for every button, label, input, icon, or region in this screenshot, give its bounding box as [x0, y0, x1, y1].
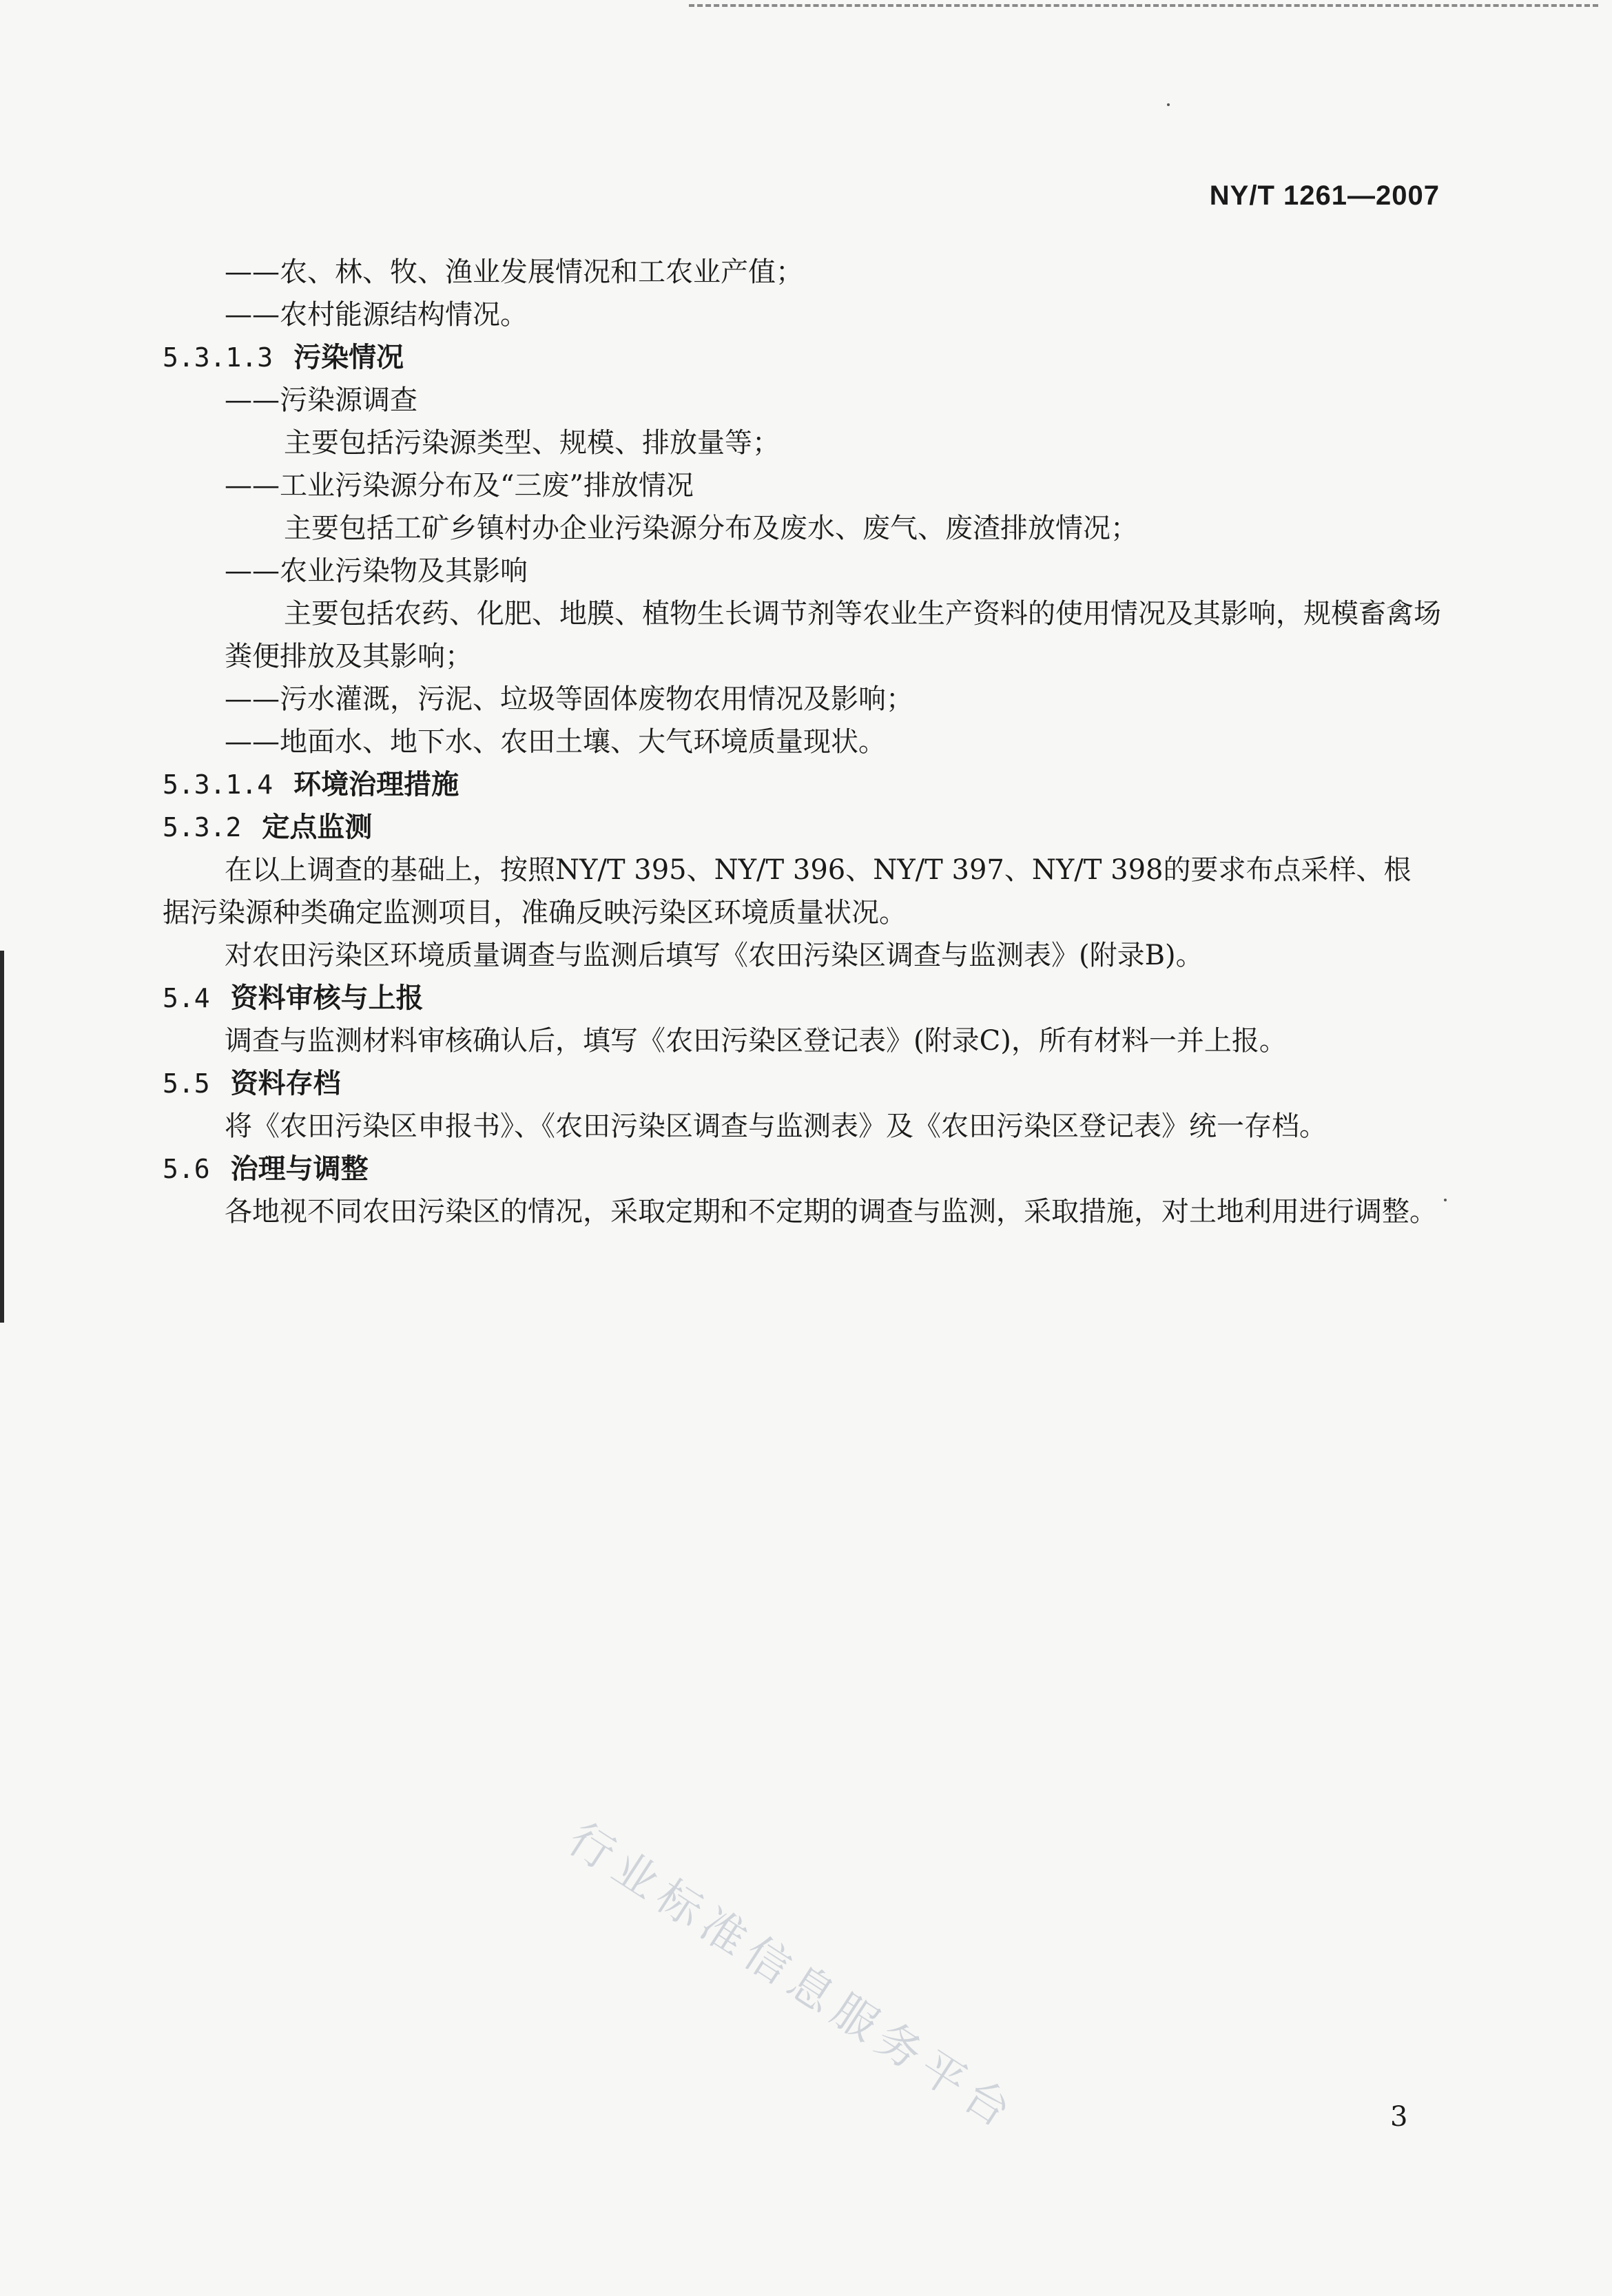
page-number: 3 [1390, 2101, 1408, 2133]
document-code: NY/T 1261—2007 [1209, 180, 1440, 211]
scan-left-edge [0, 951, 4, 1323]
section-heading [163, 977, 1444, 1020]
watermark: 行业标准信息服务平台 [559, 1813, 1026, 2142]
section-title: 定点监测 [262, 811, 373, 843]
paragraph: 各地视不同农田污染区的情况，采取定期和不定期的调查与监测，采取措施，对土地利用进行调整。 [225, 1196, 1437, 1228]
list-item: ——农、林、牧、渔业发展情况和工农业产值； [225, 256, 803, 288]
list-item-detail: 主要包括污染源类型、规模、排放量等； [284, 427, 780, 459]
list-item-detail-continued: 粪便排放及其影响； [225, 641, 473, 672]
section-number: 5.3.2 [163, 812, 242, 842]
paragraph: 在以上调查的基础上，按照NY/T 395、NY/T 396、NY/T 397、NY/T 398的要求布点采样、根 [225, 854, 1412, 886]
section-title: 资料存档 [230, 1068, 341, 1099]
section-heading [163, 1062, 1444, 1105]
paragraph-continued: 据污染源种类确定监测项目，准确反映污染区环境质量状况。 [163, 897, 907, 929]
paragraph: 调查与监测材料审核确认后，填写《农田污染区登记表》(附录C)，所有材料一并上报。 [225, 1025, 1287, 1057]
section-heading [163, 806, 1444, 849]
scan-speck [1167, 103, 1170, 106]
section-heading [163, 1148, 1444, 1190]
section-number: 5.5 [163, 1068, 210, 1099]
section-heading [163, 763, 1444, 806]
list-item: ——农村能源结构情况。 [225, 299, 528, 331]
list-item-detail: 主要包括农药、化肥、地膜、植物生长调节剂等农业生产资料的使用情况及其影响，规模畜禽场 [284, 598, 1441, 630]
list-item-detail: 主要包括工矿乡镇村办企业污染源分布及废水、废气、废渣排放情况； [284, 513, 1138, 544]
scan-speck [1444, 1199, 1447, 1201]
section-heading [163, 336, 1444, 379]
list-item: ——污染源调查 [225, 384, 417, 416]
section-number: 5.6 [163, 1154, 210, 1184]
list-item: ——地面水、地下水、农田土壤、大气环境质量现状。 [225, 726, 886, 758]
section-title: 治理与调整 [230, 1153, 369, 1185]
paragraph: 对农田污染区环境质量调查与监测后填写《农田污染区调查与监测表》(附录B)。 [225, 940, 1203, 971]
section-number: 5.3.1.4 [163, 769, 273, 800]
section-title: 资料审核与上报 [230, 982, 424, 1014]
section-title: 污染情况 [293, 342, 404, 373]
scan-top-rule [689, 4, 1598, 7]
section-number: 5.4 [163, 983, 210, 1013]
list-item: ——污水灌溉，污泥、垃圾等固体废物农用情况及影响； [225, 683, 913, 715]
list-item: ——农业污染物及其影响 [225, 555, 528, 587]
section-title: 环境治理措施 [293, 769, 459, 800]
section-number: 5.3.1.3 [163, 342, 273, 373]
paragraph: 将《农田污染区申报书》、《农田污染区调查与监测表》及《农田污染区登记表》统一存档。 [225, 1110, 1327, 1142]
document-body [163, 251, 1444, 1233]
list-item: ——工业污染源分布及“三废”排放情况 [225, 470, 694, 501]
